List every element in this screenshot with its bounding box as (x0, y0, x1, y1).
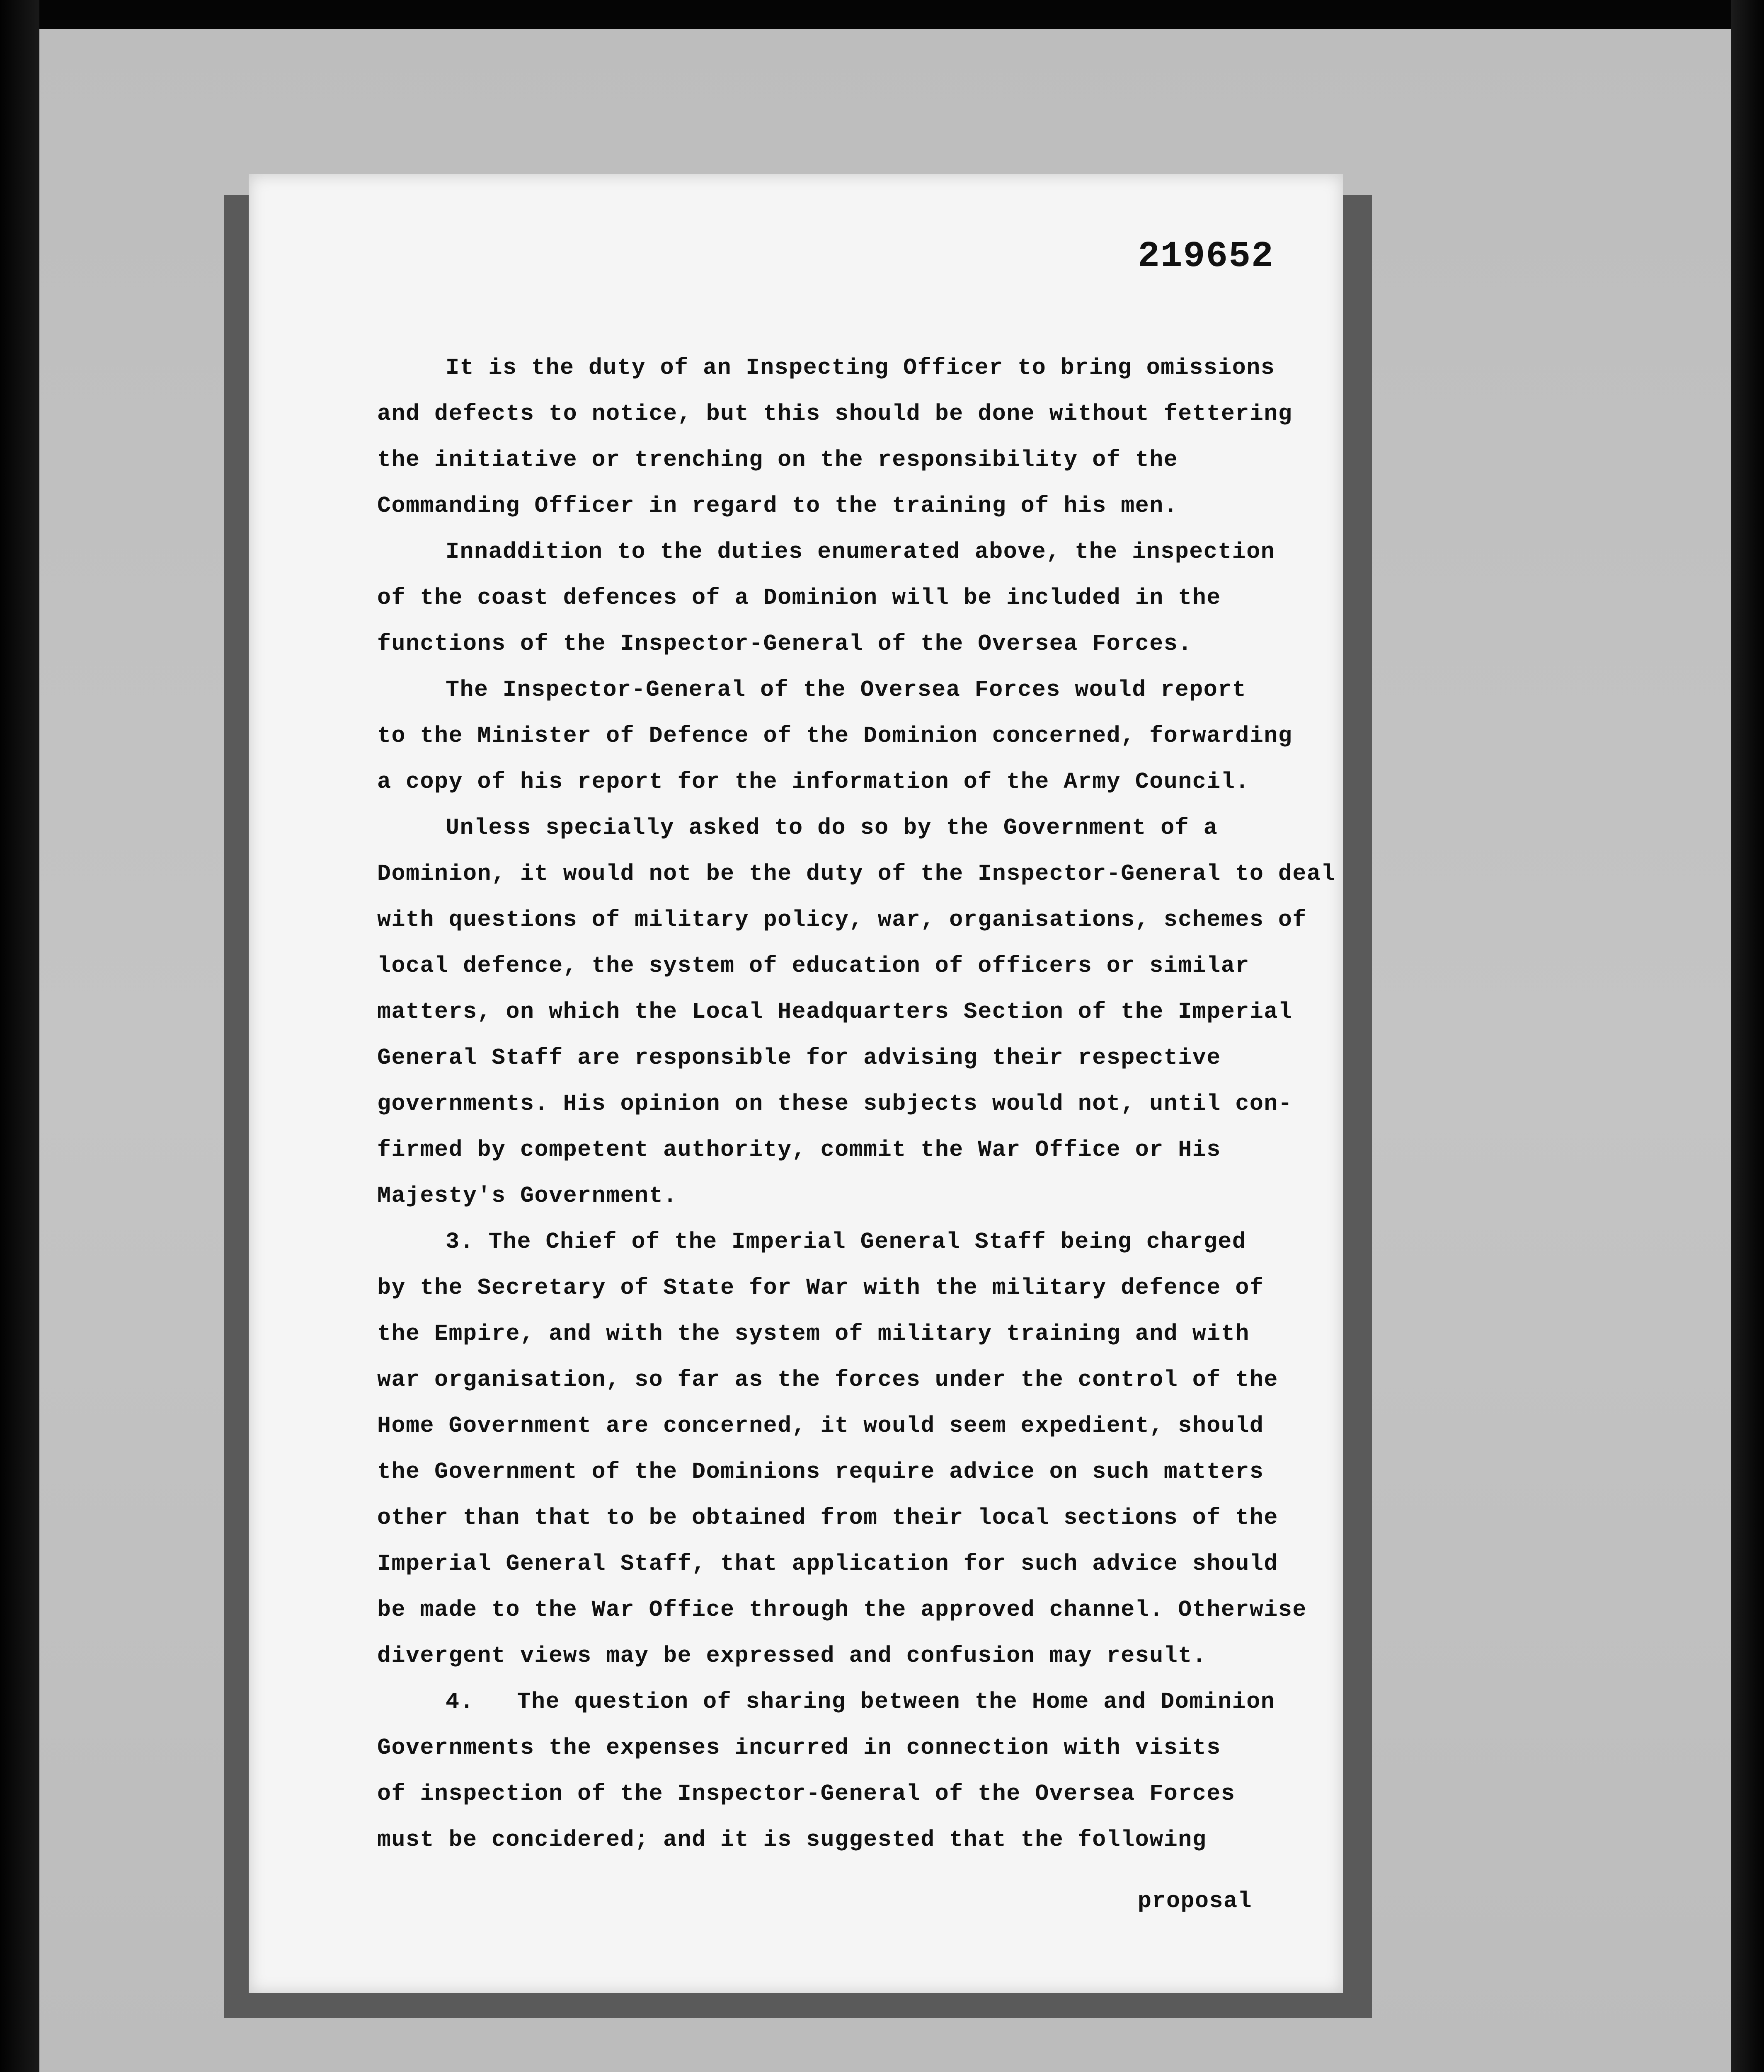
text-line: must be concidered; and it is suggested that the following (377, 1827, 1207, 1853)
text-line: governments. His opinion on these subjects would not, until con- (377, 1091, 1293, 1117)
text-line: the Government of the Dominions require advice on such matters (377, 1459, 1264, 1485)
text-line: 3. The Chief of the Imperial General Staff being charged (446, 1229, 1247, 1255)
text-line: Dominion, it would not be the duty of the Inspector-General to deal (377, 861, 1335, 887)
text-line: Commanding Officer in regard to the training of his men. (377, 493, 1178, 519)
text-line: to the Minister of Defence of the Dominion concerned, forwarding (377, 723, 1293, 749)
text-line: and defects to notice, but this should be done without fettering (377, 401, 1293, 427)
text-line: Governments the expenses incurred in connection with visits (377, 1735, 1221, 1761)
text-line: of the coast defences of a Dominion will be included in the (377, 585, 1221, 611)
text-line: General Staff are responsible for advising their respective (377, 1045, 1221, 1071)
text-line: firmed by competent authority, commit the War Office or His (377, 1137, 1221, 1163)
page-number-stamp: 219652 (1138, 236, 1274, 277)
text-line: war organisation, so far as the forces under the control of the (377, 1367, 1278, 1393)
text-line: the initiative or trenching on the responsibility of the (377, 447, 1178, 473)
text-line: by the Secretary of State for War with the military defence of (377, 1275, 1264, 1301)
text-line: of inspection of the Inspector-General of the Oversea Forces (377, 1781, 1236, 1807)
text-line: local defence, the system of education of officers or similar (377, 953, 1250, 979)
text-line: The Inspector-General of the Oversea Forces would report (446, 677, 1247, 703)
text-line: other than that to be obtained from their local sections of the (377, 1505, 1278, 1531)
text-line: 4. The question of sharing between the Home and Dominion (446, 1689, 1275, 1715)
text-line: Imperial General Staff, that application for such advice should (377, 1551, 1278, 1577)
catchword: proposal (1138, 1888, 1253, 1914)
film-edge-left (0, 0, 39, 2072)
text-line: Unless specially asked to do so by the Government of a (446, 815, 1218, 841)
text-line: functions of the Inspector-General of the Oversea Forces. (377, 631, 1192, 657)
text-line: the Empire, and with the system of military training and with (377, 1321, 1250, 1347)
text-line: Innaddition to the duties enumerated above, the inspection (446, 539, 1275, 565)
text-line: divergent views may be expressed and confusion may result. (377, 1643, 1207, 1669)
text-line: a copy of his report for the information of the Army Council. (377, 769, 1250, 795)
text-line: Home Government are concerned, it would seem expedient, should (377, 1413, 1264, 1439)
text-line: be made to the War Office through the approved channel. Otherwise (377, 1597, 1307, 1623)
text-line: Majesty's Government. (377, 1183, 678, 1209)
film-edge-right (1731, 0, 1764, 2072)
text-line: matters, on which the Local Headquarters Section of the Imperial (377, 999, 1293, 1025)
text-line: with questions of military policy, war, organisations, schemes of (377, 907, 1307, 933)
text-line: It is the duty of an Inspecting Officer to bring omissions (446, 355, 1275, 381)
